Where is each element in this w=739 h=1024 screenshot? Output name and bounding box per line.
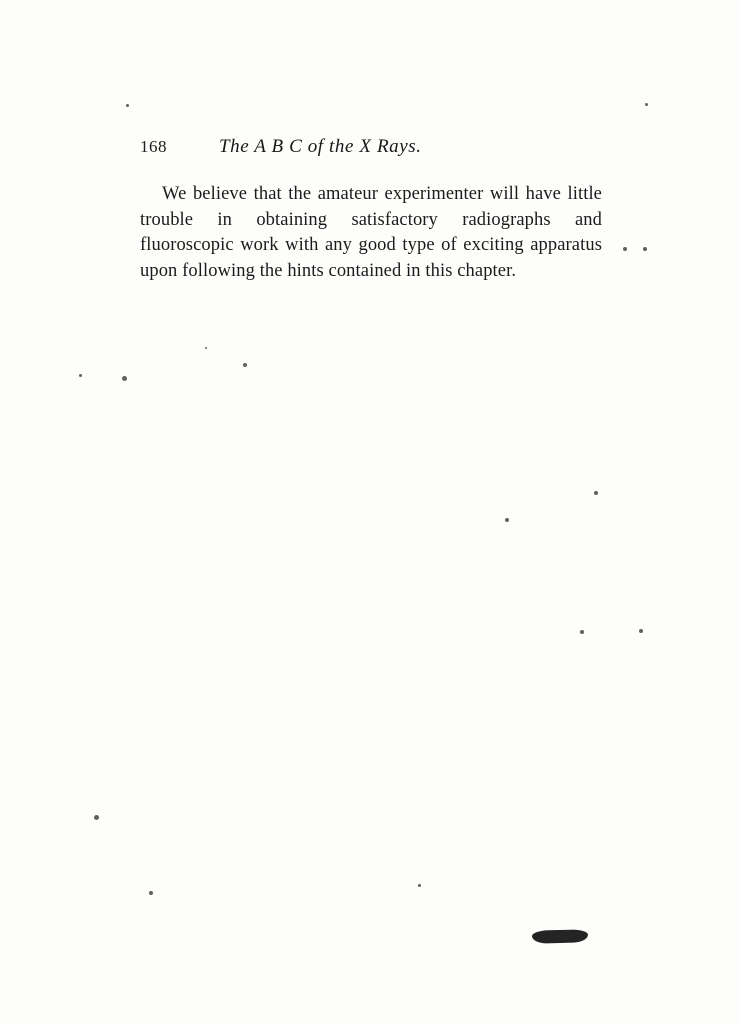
page-speck (643, 247, 647, 251)
page-speck (505, 518, 509, 522)
page-speck (645, 103, 648, 106)
body-text-block (140, 182, 602, 284)
page-speck (122, 376, 127, 381)
running-title: The A B C of the X Rays. (219, 136, 422, 157)
page-speck (418, 884, 421, 887)
page-number: 168 (140, 137, 167, 156)
page-speck (623, 247, 627, 251)
page-speck (126, 104, 129, 107)
page-speck (594, 491, 598, 495)
ink-smudge (532, 929, 588, 943)
paragraph (140, 182, 602, 284)
page-speck (79, 374, 82, 377)
paragraph-text: We believe that the amateur experimenter will have little trouble in obtaining satisfactory radiographs and fluoroscopic work with any good type of exciting apparatus upon following the hints contained in this chapter. (140, 184, 602, 281)
page-speck (149, 891, 153, 895)
page-speck (205, 347, 207, 349)
page-speck (243, 363, 247, 367)
page-speck (639, 629, 643, 633)
page-speck (580, 630, 584, 634)
page-speck (94, 815, 99, 820)
running-head (140, 136, 600, 158)
